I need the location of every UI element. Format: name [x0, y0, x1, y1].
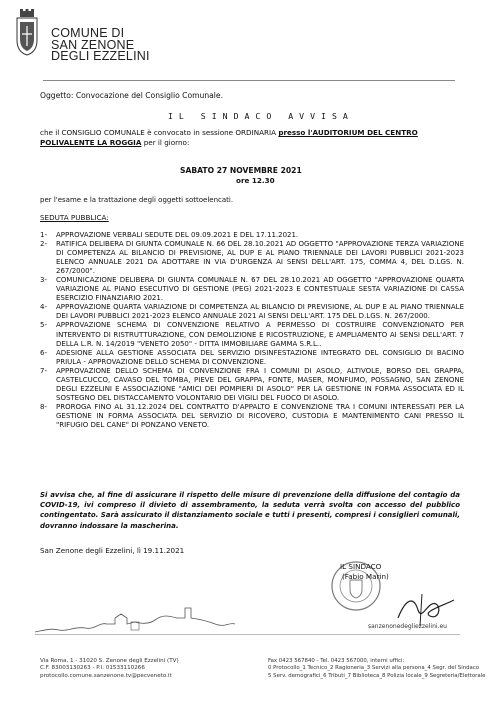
municipal-crest-logo: [12, 8, 42, 56]
footer-fiscal-codes: C.F. 83003130263 - P.I. 01533110266: [40, 665, 145, 672]
agenda-item-text: APPROVAZIONE SCHEMA DI CONVENZIONE RELATIVO A PERMESSO DI COSTRUIRE CONVENZIONATO PER INTERVENTO DI RISTRUTTURAZIONE, CON DEMOLIZIONE E RICOSTRUZIONE, E AMPLIAMENTO AI SENSI DELL'ART. 7 DELLA L.R. N. 14/2019 "VENETO 2050" - DITTA IMMOBILIARE GAMMA S.R.L..: [56, 321, 464, 348]
agenda-item-text: APPROVAZIONE QUARTA VARIAZIONE DI COMPETENZA AL BILANCIO DI PREVISIONE, AL DUP E AL PIANO TRIENNALE DEI LAVORI PUBBLICI 2021-2023 ELENCO ANNUALE 2021 AI SENSI DELL'ART. 175 DEL D.LGS. N. 267/2000.: [56, 303, 464, 321]
footer-contacts: [268, 658, 486, 680]
footer-extensions-1: 0 Protocollo_1 Tecnico_2 Ragioneria_3 Servizi alla persona_4 Segr. del Sindaco: [268, 665, 480, 672]
venue: presso l'AUDITORIUM DEL CENTRO POLIVALENTE LA ROGGIA: [40, 128, 418, 147]
website-link[interactable]: sanzenonedegliezzelini.eu: [368, 623, 447, 630]
agenda-item: [40, 367, 464, 403]
agenda-intro: per l'esame e la trattazione degli oggetti sottoelencati.: [40, 196, 234, 204]
meeting-date: SABATO 27 NOVEMBRE 2021: [180, 166, 302, 175]
municipality-name: [51, 28, 150, 63]
meeting-time: ore 12.30: [236, 176, 275, 185]
municipality-line-2: SAN ZENONE: [51, 37, 135, 52]
notice-heading: IL SINDACO AVVISA: [168, 111, 354, 121]
agenda-item-number: 8-: [40, 402, 47, 411]
footer-address-line: Via Roma, 1 - 31020 S. Zenone degli Ezzelini (TV): [40, 658, 179, 664]
public-session-heading: SEDUTA PUBBLICA:: [40, 213, 109, 222]
municipality-line-1: COMUNE DI: [51, 26, 125, 40]
agenda-item: [40, 231, 464, 240]
agenda-item-number: 7-: [40, 366, 47, 375]
footer-phone-fax: Fax 0423 567840 - Tel. 0423 567000, interni uffici:: [268, 658, 405, 664]
header-divider: [43, 80, 455, 81]
agenda-list: [40, 231, 464, 430]
convocation-intro: [40, 128, 460, 148]
intro-part-2: per il giorno:: [141, 138, 190, 147]
agenda-item: [40, 321, 464, 348]
agenda-item: [40, 276, 464, 303]
agenda-item-number: 2-: [40, 240, 47, 249]
agenda-item: [40, 303, 464, 321]
agenda-item-number: 5-: [40, 321, 47, 330]
agenda-item-number: 6-: [40, 348, 47, 357]
agenda-item: [40, 403, 464, 430]
footer-pec-email[interactable]: protocollo.comune.sanzenone.tv@pecveneto.it: [40, 672, 172, 679]
agenda-item-number: 4-: [40, 303, 47, 312]
municipality-line-3: DEGLI EZZELINI: [51, 49, 150, 63]
subject-line: Oggetto: Convocazione del Consiglio Comunale.: [40, 91, 223, 100]
signatory-title: IL SINDACO: [340, 562, 382, 571]
agenda-item: [40, 240, 464, 276]
place-and-date: San Zenone degli Ezzelini, lì 19.11.2021: [40, 546, 185, 555]
agenda-item-text: APPROVAZIONE VERBALI SEDUTE DEL 09.09.2021 E DEL 17.11.2021.: [56, 231, 299, 239]
covid-notice: Si avvisa che, al fine di assicurare il rispetto delle misure di prevenzione della diffusione del contagio da COVID-19, ivi compreso il divieto di assembramento, la seduta verrà svolta con accesso del pubblico contingentato. Sarà assicurato il distanziamento sociale e tutti i presenti, compresi i consiglieri comunali, dovranno indossare la mascherina.: [40, 491, 460, 530]
agenda-item-text: APPROVAZIONE DELLO SCHEMA DI CONVENZIONE FRA I COMUNI DI ASOLO, ALTIVOLE, BORSO DEL GRAPPA, CASTELCUCCO, CAVASO DEL TOMBA, PIEVE DEL GRAPPA, FONTE, MASER, MONFUMO, POSSAGNO, SAN ZENONE DEGLI EZZELINI E ASSOCIAZIONE "AMICI DEI POMPIERI DI ASOLO" PER LA GESTIONE IN FORMA ASSOCIATA ED IL SOSTEGNO DEL DISTACCAMENTO VOLONTARIO DEI VIGILI DEL FUOCO DI ASOLO.: [56, 366, 464, 402]
footer-divider: [35, 634, 460, 635]
footer-address: [40, 658, 179, 680]
intro-part-1: che il CONSIGLIO COMUNALE è convocato in sessione ORDINARIA: [40, 128, 279, 137]
agenda-item-text: RATIFICA DELIBERA DI GIUNTA COMUNALE N. 66 DEL 28.10.2021 AD OGGETTO "APPROVAZIONE TERZA VARIAZIONE DI COMPETENZA AL BILANCIO DI PREVISIONE, AL DUP E AL PIANO TRIENNALE DEI LAVORI PUBBLICI 2021-2023 ELENCO ANNUALE 2021 DA ADOTTARE IN VIA D'URGENZA AI SENSI DELL'ART. 175, COMMA 4, DEL D.LGS. N. 267/2000".: [56, 240, 464, 276]
agenda-item-number: 3-: [40, 276, 47, 285]
agenda-item-number: 1-: [40, 231, 47, 239]
agenda-item-text: COMUNICAZIONE DELIBERA DI GIUNTA COMUNALE N. 67 DEL 28.10.2021 AD OGGETTO "APPROVAZIONE QUARTA VARIAZIONE AL PIANO ESECUTIVO DI GESTIONE (PEG) 2021-2023 E CONTESTUALE SESTA VARIAZIONE DI CASSA ESERCIZIO FINANZIARIO 2021.: [56, 276, 464, 303]
agenda-item-text: PROROGA FINO AL 31.12.2024 DEL CONTRATTO D'APPALTO E CONVENZIONE TRA I COMUNI INTERESSATI PER LA GESTIONE IN FORMA ASSOCIATA DEL SERVIZIO DI RICOVERO, CUSTODIA E MANTENIMENTO CANI PRESSO IL "RIFUGIO DEL CANE" DI PONZANO VENETO.: [56, 402, 464, 429]
footer-extensions-2: 5 Serv. demografici_6 Tributi_7 Biblioteca_8 Polizia locale_9 Segreteria/Elettorale: [268, 672, 486, 679]
signatory-name: (Fabio Marin): [342, 571, 389, 581]
agenda-item-text: ADESIONE ALLA GESTIONE ASSOCIATA DEL SERVIZIO DISINFESTAZIONE INTEGRATO DEL CONSIGLIO DI BACINO PRIULA - APPROVAZIONE DELLO SCHEMA DI CONVENZIONE.: [56, 348, 464, 366]
signatory-block: [328, 562, 389, 581]
agenda-item: [40, 349, 464, 367]
